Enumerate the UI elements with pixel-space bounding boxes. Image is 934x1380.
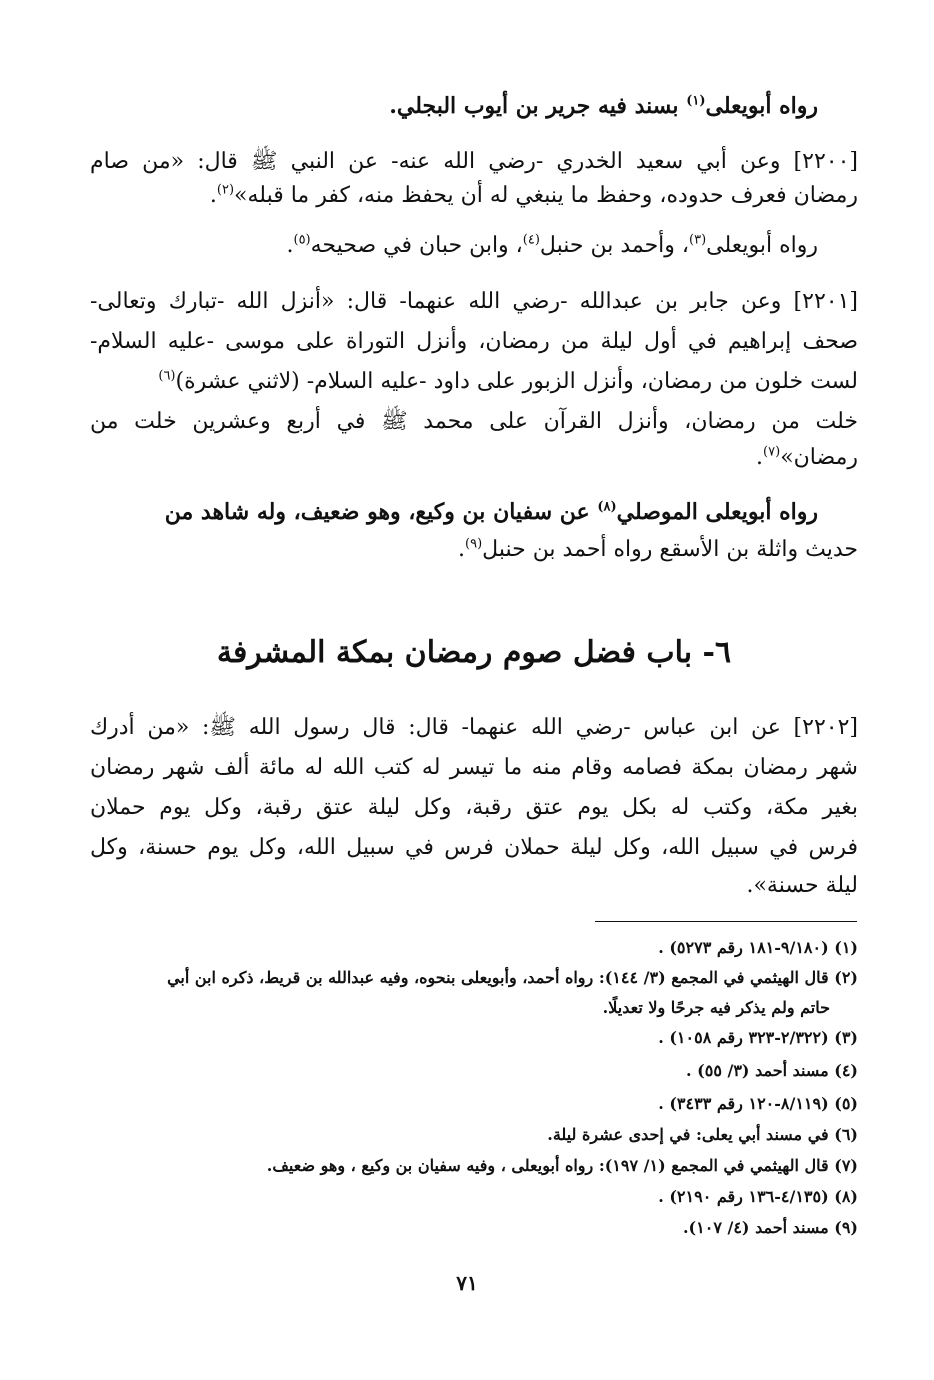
- hadith-2201-line: لست خلون من رمضان، وأنزل الزبور على داود -عليه السلام- (لاثني عشرة)$^{(٦)}$: [158, 368, 858, 394]
- hadith-2201-line: صحف إبراهيم في أول ليلة من رمضان، وأنزل التوراة على موسى -عليه السلام-: [90, 329, 858, 354]
- footnote-ref: (٧): [763, 444, 781, 460]
- hadith-2201-line: رمضان»$^{(٧)}$.: [756, 444, 858, 470]
- footnote: (٤) مسند أحمد (٣/ ٥٥) .: [686, 1061, 858, 1080]
- footnote: (٥) (٨/١١٩-١٢٠ رقم ٣٤٣٣) .: [658, 1094, 858, 1113]
- footnote-continuation: حاتم ولم يذكر فيه جرحًا ولا تعديلًا.: [602, 998, 830, 1017]
- footnote-ref: (٩): [465, 536, 483, 552]
- footnote: (٣) (٢/٣٢٢-٣٢٣ رقم ١٠٥٨) .: [658, 1028, 858, 1047]
- footnote-ref: (٤): [522, 232, 540, 248]
- footnote: (٨) (٤/١٣٥-١٣٦ رقم ٢١٩٠) .: [658, 1187, 858, 1206]
- hadith-2201-line: [٢٢٠١] وعن جابر بن عبدالله -رضي الله عنهما- قال: «أنزل الله -تبارك وتعالى-: [90, 289, 858, 314]
- hadith-2200-line: رمضان فعرف حدوده، وحفظ ما ينبغي له أن يحفظ منه، كفر ما قبله»$^{(٢)}$.: [209, 182, 858, 208]
- footnote: (٩) مسند أحمد (٤/ ١٠٧).: [682, 1218, 858, 1237]
- narration-line: رواه أبويعلى$^{(١)}$ بسند فيه جرير بن أيوب البجلي.: [389, 93, 818, 119]
- narration-line: رواه أبويعلى الموصلي$^{(٨)}$ عن سفيان بن وكيع، وهو ضعيف، وله شاهد من: [164, 499, 818, 525]
- footnote-ref: (٢): [216, 182, 235, 198]
- footnote: (٢) قال الهيثمي في المجمع (٣/ ١٤٤): رواه أحمد، وأبويعلى بنحوه، وفيه عبدالله بن قريط، ذكره ابن أبي: [167, 968, 858, 987]
- footnote-ref: (٦): [158, 368, 176, 384]
- hadith-2201-line: خلت من رمضان، وأنزل القرآن على محمد ﷺ في أربع وعشرين خلت من: [90, 409, 858, 434]
- footnote-ref: (٥): [293, 232, 311, 248]
- hadith-2202-line: [٢٢٠٢] عن ابن عباس -رضي الله عنهما- قال: قال رسول الله ﷺ: «من أدرك: [90, 715, 858, 740]
- hadith-2202-line: ليلة حسنة».: [746, 873, 858, 898]
- narration-line: حديث واثلة بن الأسقع رواه أحمد بن حنبل$^{(٩)}$.: [458, 536, 858, 562]
- footnote: (١) (٩/١٨٠-١٨١ رقم ٥٢٧٣) .: [658, 938, 858, 957]
- narration-line: رواه أبويعلى$^{(٣)}$، وأحمد بن حنبل$^{(٤)}$، وابن حبان في صحيحه$^{(٥)}$.: [286, 232, 818, 258]
- hadith-2200-line: [٢٢٠٠] وعن أبي سعيد الخدري -رضي الله عنه- عن النبي ﷺ قال: «من صام: [90, 149, 858, 174]
- page-number: ٧١: [456, 1271, 478, 1295]
- footnote: (٦) في مسند أبي يعلى: في إحدى عشرة ليلة.: [547, 1125, 858, 1144]
- footnote-ref: (٨): [597, 499, 617, 515]
- footnote-ref: (٣): [689, 232, 707, 248]
- hadith-2202-line: بغير مكة، وكتب له بكل يوم عتق رقبة، وكل ليلة عتق رقبة، وكل يوم حملان: [90, 795, 858, 820]
- footnote: (٧) قال الهيثمي في المجمع (١/ ١٩٧): رواه أبويعلى ، وفيه سفيان بن وكيع ، وهو ضعيف.: [266, 1156, 858, 1175]
- hadith-2202-line: فرس في سبيل الله، وكل ليلة حملان فرس في سبيل الله، وكل يوم حسنة، وكل: [90, 835, 858, 860]
- footnote-ref: (١): [686, 93, 706, 109]
- footnote-separator: [595, 921, 857, 922]
- section-heading: ٦- باب فضل صوم رمضان بمكة المشرفة: [216, 635, 732, 670]
- hadith-2202-line: شهر رمضان بمكة فصامه وقام منه ما تيسر له كتب الله له مائة ألف شهر رمضان: [90, 755, 858, 780]
